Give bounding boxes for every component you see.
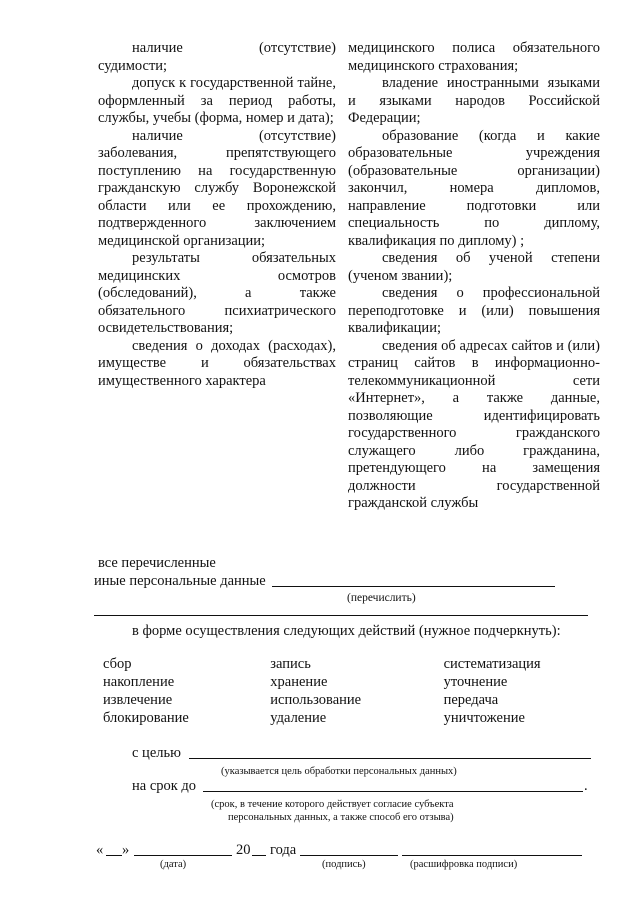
other-data-second-line[interactable]: [94, 615, 588, 616]
right-column-paragraph: образование (когда и какие образовательные учреждения (образовательные организации) закончил, номера дипломов, направление подготовки или специальность по диплому, квалификация по диплому) ;: [348, 127, 600, 249]
term-hint-line2: персональных данных, а также способ его отзыва): [228, 812, 454, 823]
purpose-label: с целью: [132, 745, 181, 761]
left-column-paragraph: судимости;: [98, 57, 168, 74]
action-option[interactable]: блокирование: [103, 710, 189, 726]
action-option[interactable]: передача: [443, 692, 499, 708]
left-column-paragraph: допуск к государственной тайне, оформленный за период работы, службы, учебы (форма, номер и дата);: [98, 75, 336, 126]
decoding-input-line[interactable]: [402, 855, 582, 856]
term-hint-line1: (срок, в течение которого действует согласие субъекта: [211, 799, 454, 810]
purpose-hint: (указывается цель обработки персональных данных): [221, 766, 457, 777]
right-column-paragraph: владение иностранными языками и языками народов Российской Федерации;: [348, 75, 600, 126]
year-input-line[interactable]: [252, 855, 266, 856]
action-option[interactable]: извлечение: [103, 692, 173, 708]
list-hint: (перечислить): [347, 592, 416, 604]
left-column: [98, 40, 336, 390]
signature-hint: (подпись): [322, 859, 366, 870]
term-dot: .: [584, 778, 588, 794]
actions-row: [103, 710, 583, 728]
date-open-quote: «: [96, 842, 104, 858]
action-option[interactable]: использование: [270, 692, 362, 708]
right-column: [348, 40, 600, 513]
action-option[interactable]: хранение: [270, 674, 328, 690]
decoding-hint: (расшифровка подписи): [410, 859, 518, 870]
action-option[interactable]: уточнение: [443, 674, 508, 690]
left-column-paragraph: наличие (отсутствие) заболевания, препятствующего поступлению на государственную гражданскую службу Воронежской области или ее прохождению, подтвержденного заключением медицинской организации;: [98, 127, 336, 249]
actions-row: [103, 656, 583, 674]
actions-row: [103, 692, 583, 710]
right-column-paragraph: сведения о профессиональной переподготовке и (или) повышения квалификации;: [348, 285, 600, 336]
term-input-line[interactable]: [203, 791, 583, 792]
date-close-quote: »: [122, 842, 130, 858]
left-column-paragraph: сведения о доходах (расходах), имуществе и обязательствах имущественного характера: [98, 337, 336, 389]
action-option[interactable]: систематизация: [443, 656, 541, 672]
action-option[interactable]: удаление: [270, 710, 327, 726]
purpose-input-line[interactable]: [189, 758, 591, 759]
other-data-label: иные персональные данные: [94, 573, 266, 589]
right-column-paragraph: медицинского полиса обязательного медицинского страхования;: [348, 40, 600, 74]
date-hint: (дата): [160, 859, 187, 870]
action-option[interactable]: уничтожение: [443, 710, 525, 726]
left-column-paragraph: наличие (отсутствие): [132, 40, 336, 56]
right-column-paragraph: сведения об адресах сайтов и (или) страниц сайтов в информационно-телекоммуникационной сети «Интернет», а также данные, позволяющие идентифицировать государственного гражданского служащего либо гражданина, претендующего на замещения должности государственной гражданской службы: [348, 337, 600, 511]
action-option[interactable]: сбор: [103, 656, 132, 672]
actions-intro: в форме осуществления следующих действий (нужное подчеркнуть):: [132, 623, 561, 639]
year-prefix: 20: [236, 842, 251, 858]
action-option[interactable]: запись: [270, 656, 311, 672]
all-listed-text: все перечисленные: [98, 555, 216, 571]
left-column-paragraph: результаты обязательных медицинских осмотров (обследований), а также обязательного психиатрического освидетельствования;: [98, 250, 336, 336]
year-word: года: [270, 842, 297, 858]
term-label: на срок до: [132, 778, 197, 794]
day-input-line[interactable]: [106, 855, 122, 856]
right-column-paragraph: сведения об ученой степени (ученом звании);: [348, 250, 600, 284]
signature-input-line[interactable]: [300, 855, 398, 856]
month-input-line[interactable]: [134, 855, 232, 856]
other-data-input-line[interactable]: [272, 586, 555, 587]
actions-row: [103, 674, 583, 692]
action-option[interactable]: накопление: [103, 674, 175, 690]
actions-grid: [103, 656, 583, 728]
